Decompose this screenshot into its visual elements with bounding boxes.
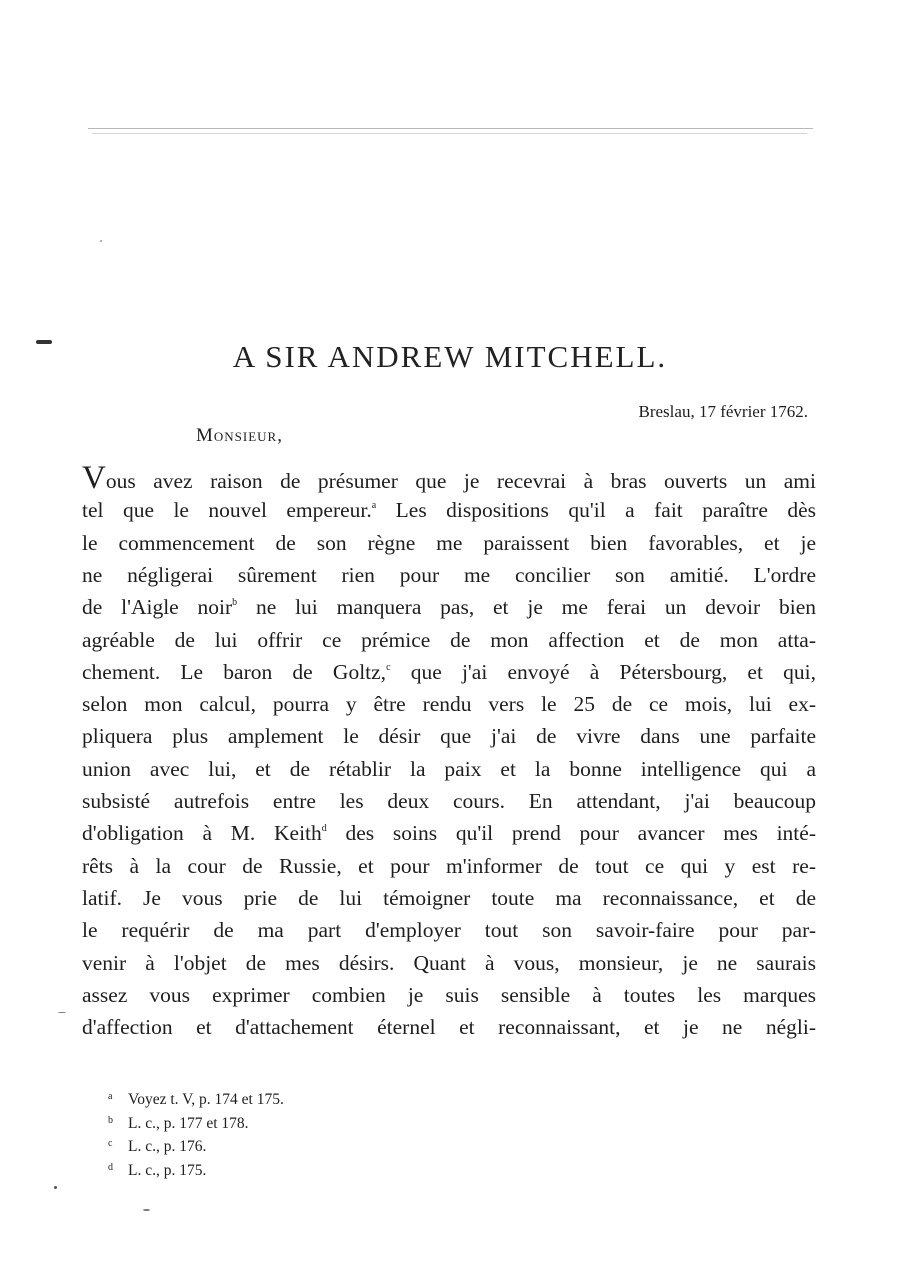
body-line [82, 787, 816, 815]
body-text: latif. Je vous prie de lui témoigner toute ma reconnaissance, et de [82, 885, 816, 910]
body-text: le commencement de son règne me paraissent bien favorables, et je [82, 530, 816, 555]
body-line [82, 819, 816, 847]
footnote-mark: b [108, 1114, 113, 1126]
body-line [82, 658, 816, 686]
body-text: union avec lui, et de rétablir la paix et la bonne intelligence qui a [82, 756, 816, 781]
footnote-text: L. c., p. 176. [128, 1138, 207, 1155]
footnote-ref: b [232, 597, 238, 609]
footnote-mark: a [108, 1091, 113, 1102]
body-text: ne lui manquera pas, et je me ferai un devoir bien [237, 595, 816, 620]
body-text: Les dispositions qu'il a fait paraître dès [376, 498, 816, 523]
footnote [108, 1111, 249, 1134]
body-line [82, 496, 816, 524]
body-text: que j'ai envoyé à Pétersbourg, et qui, [390, 659, 816, 684]
body-line [82, 593, 816, 621]
body-text: ne négligerai sûrement rien pour me concilier son amitié. L'ordre [82, 562, 816, 587]
letter-salutation: Monsieur, [196, 425, 283, 446]
footnote-ref: d [321, 823, 327, 835]
body-line [82, 722, 816, 750]
body-text: d'obligation à M. Keith [82, 821, 322, 846]
body-text: rêts à la cour de Russie, et pour m'informer de tout ce qui y est re- [82, 853, 816, 878]
body-text: d'affection et d'attachement éternel et reconnaissant, et je ne négli- [82, 1015, 816, 1040]
footnote-text: Voyez t. V, p. 174 et 175. [128, 1091, 284, 1108]
footnote-text: L. c., p. 175. [128, 1161, 207, 1179]
footnote [108, 1158, 206, 1181]
body-text: chement. Le baron de Goltz, [82, 659, 387, 684]
scan-speck [100, 240, 102, 242]
header-rule-shadow [92, 133, 807, 134]
body-text: subsisté autrefois entre les deux cours. En attendant, j'ai beaucoup [82, 789, 816, 813]
footnote-ref: a [371, 500, 377, 512]
header-rule [88, 128, 813, 129]
body-line [82, 1013, 816, 1041]
letter-title: A SIR ANDREW MITCHELL. [232, 339, 668, 374]
footnote [108, 1134, 206, 1157]
footnote-text: L. c., p. 177 et 178. [128, 1114, 249, 1132]
body-text: des soins qu'il prend pour avancer mes inté- [326, 821, 816, 846]
body-line [82, 529, 816, 557]
scan-speck [58, 1012, 66, 1013]
body-text: pliquera plus amplement le désir que j'ai de vivre dans une parfaite [82, 724, 816, 749]
body-text: ous avez raison de présumer que je recevrai à bras ouverts un ami [105, 469, 816, 493]
body-text: le requérir de ma part d'employer tout son savoir-faire pour par- [82, 918, 816, 943]
body-line [82, 981, 816, 1009]
drop-cap: V [82, 460, 106, 496]
footnote-mark: c [108, 1138, 113, 1149]
body-text: agréable de lui offrir ce prémice de mon affection et de mon atta- [82, 627, 816, 652]
body-line [82, 626, 816, 654]
body-text: selon mon calcul, pourra y être rendu vers le 25 de ce mois, lui ex- [82, 692, 816, 717]
body-line [82, 755, 816, 783]
footnote-mark: d [108, 1161, 113, 1173]
body-line [82, 884, 816, 912]
scan-speck [54, 1186, 57, 1189]
footnote [108, 1087, 284, 1110]
body-line [82, 690, 816, 718]
letter-dateline: Breslau, 17 février 1762. [638, 402, 808, 421]
body-line [82, 561, 816, 589]
body-text: assez vous exprimer combien je suis sensible à toutes les marques [82, 982, 816, 1007]
footnote-ref: c [386, 661, 391, 673]
body-line [82, 949, 816, 977]
body-text: de l'Aigle noir [82, 595, 233, 620]
body-line [82, 852, 816, 880]
scan-speck [143, 1209, 150, 1211]
body-line [82, 460, 816, 496]
body-line [82, 916, 816, 944]
body-text: tel que le nouvel empereur. [82, 498, 372, 523]
body-text: venir à l'objet de mes désirs. Quant à vous, monsieur, je ne saurais [82, 950, 816, 975]
